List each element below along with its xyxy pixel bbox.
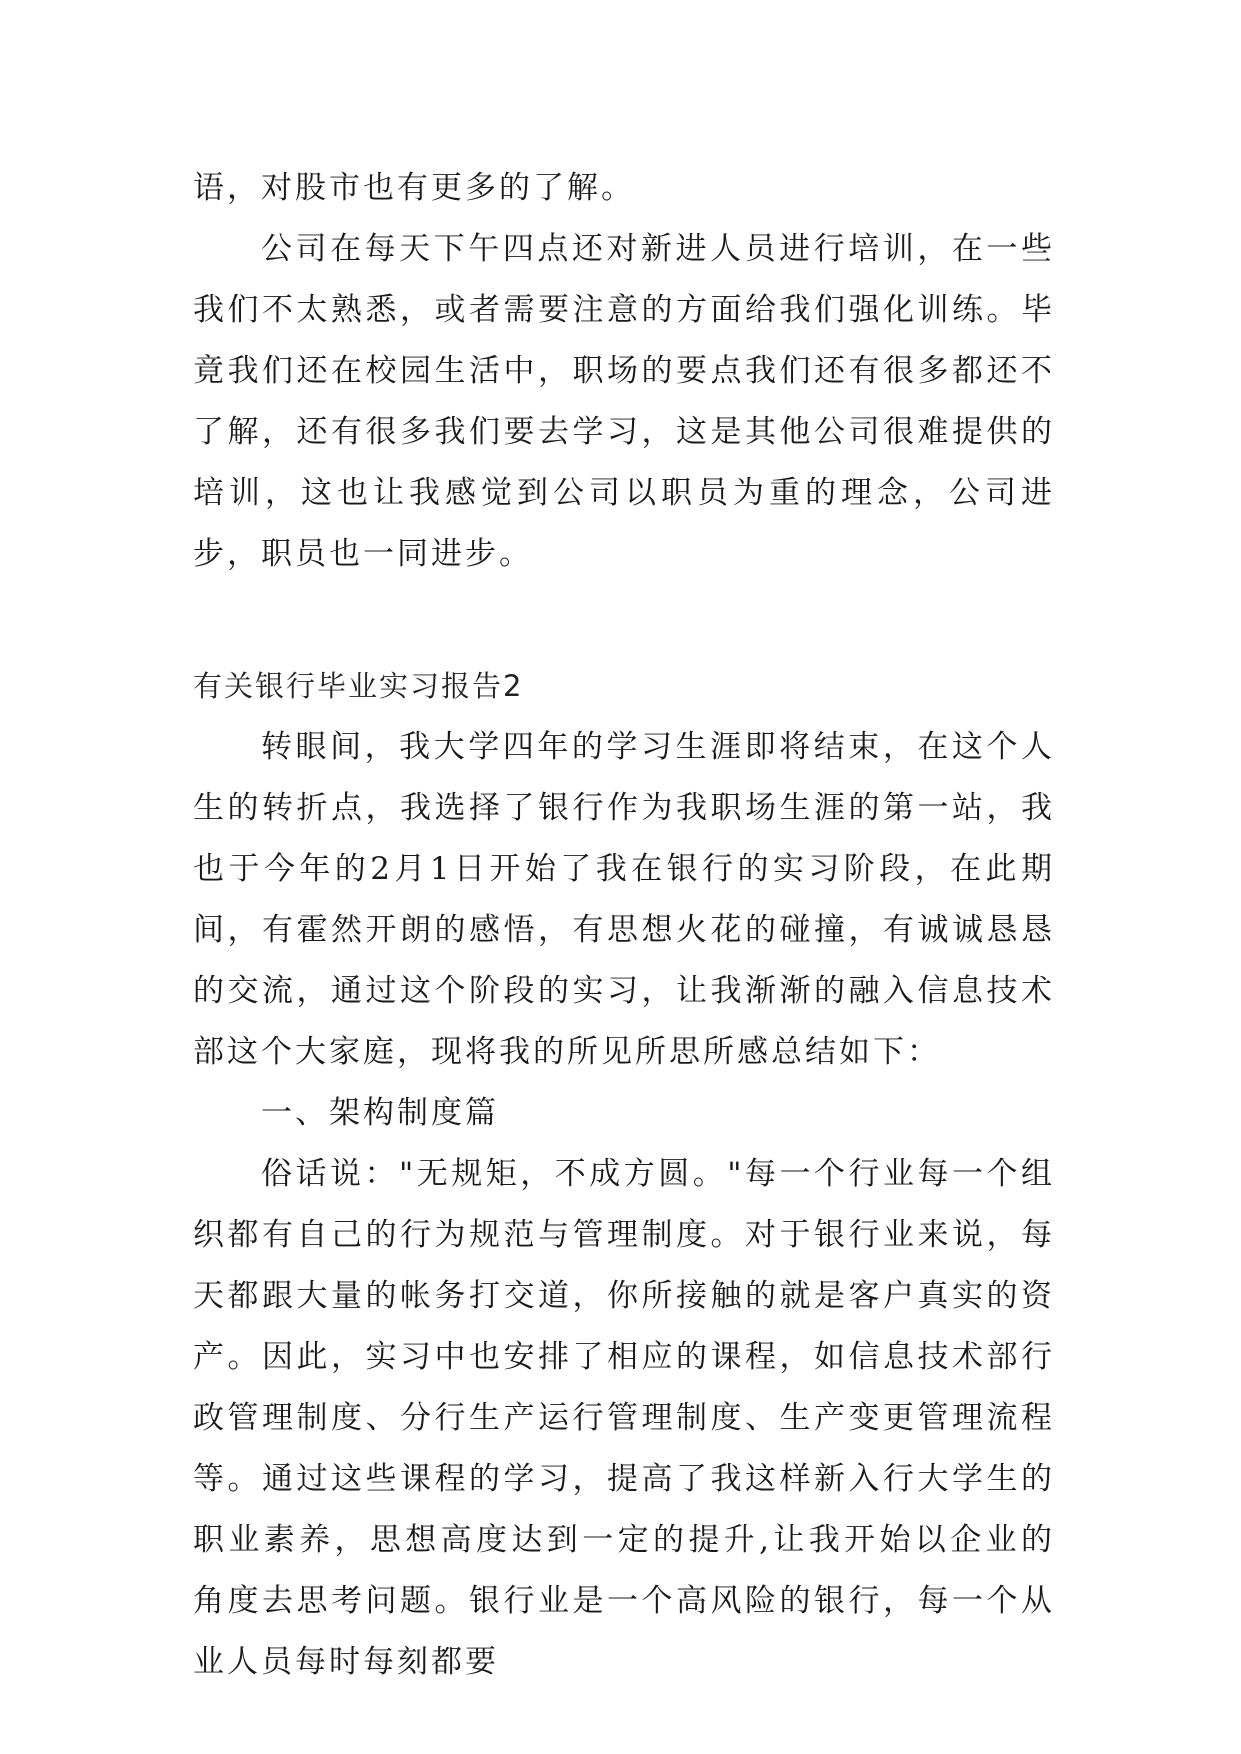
document-body: [193, 158, 1055, 1693]
paragraph-intro: 转眼间，我大学四年的学习生涯即将结束，在这个人生的转折点，我选择了银行作为我职场生涯的第一站，我也于今年的2月1日开始了我在银行的实习阶段，在此期间，有霍然开朗的感悟，有思想火花的碰撞，有诚诚恳恳的交流，通过这个阶段的实习，让我渐渐的融入信息技术部这个大家庭，现将我的所见所思所感总结如下：: [193, 729, 1055, 1070]
paragraph-continuation: 语，对股市也有更多的了解。: [193, 170, 635, 206]
section-title: 有关银行毕业实习报告2: [193, 669, 524, 703]
subheading: 一、架构制度篇: [261, 1095, 499, 1131]
paragraph-rules: 俗话说："无规矩，不成方圆。"每一个行业每一个组织都有自己的行为规范与管理制度。对于银行业来说，每天都跟大量的帐务打交道，你所接触的就是客户真实的资产。因此，实习中也安排了相应的课程，如信息技术部行政管理制度、分行生产运行管理制度、生产变更管理流程等。通过这些课程的学习，提高了我这样新入行大学生的职业素养，思想高度达到一定的提升,让我开始以企业的角度去思考问题。银行业是一个高风险的银行，每一个从业人员每时每刻都要: [193, 1156, 1055, 1680]
paragraph-training: 公司在每天下午四点还对新进人员进行培训，在一些我们不太熟悉，或者需要注意的方面给我们强化训练。毕竟我们还在校园生活中，职场的要点我们还有很多都还不了解，还有很多我们要去学习，这是其他公司很难提供的培训，这也让我感觉到公司以职员为重的理念，公司进步，职员也一同进步。: [193, 231, 1055, 572]
